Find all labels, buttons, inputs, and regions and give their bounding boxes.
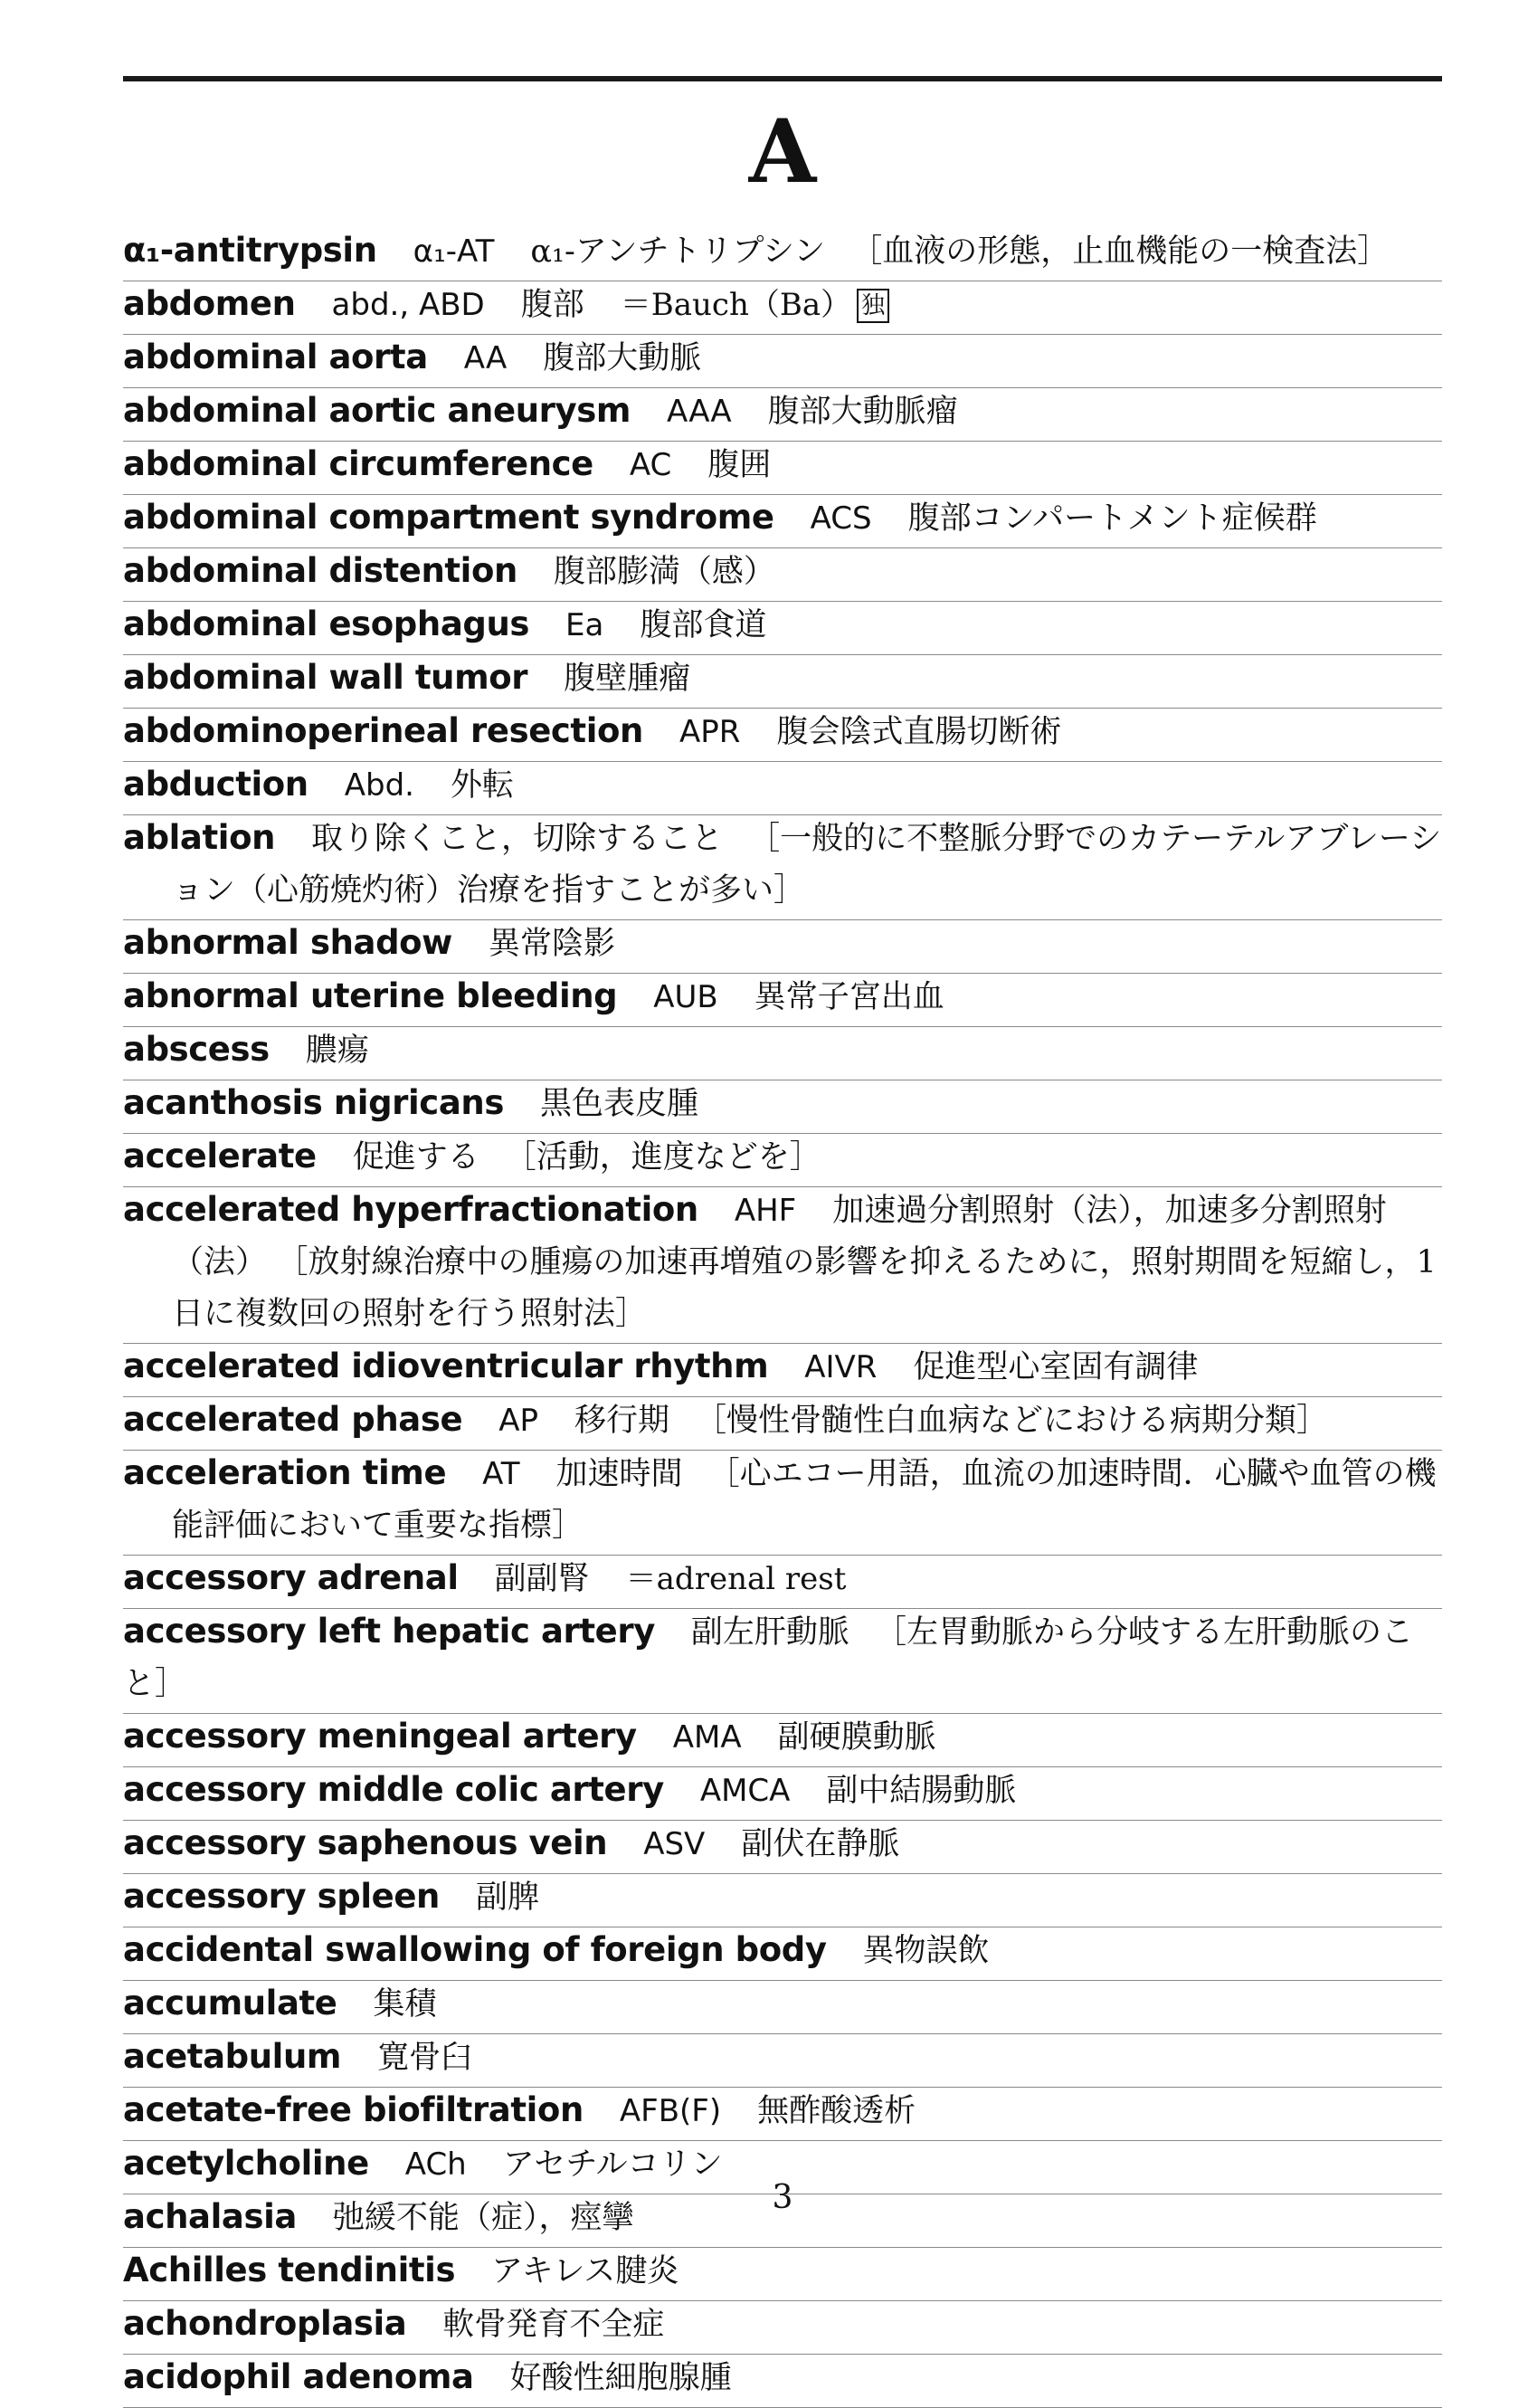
entry-term: accessory adrenal: [123, 1558, 459, 1597]
entry-term: acetate-free biofiltration: [123, 2090, 584, 2129]
entry-row: [123, 2301, 1442, 2355]
entry-note: ［放射線治療中の腫瘍の加速再増殖の影響を抑えるために，照射期間を短縮し，1日に複数回の照射を行う照射法］: [172, 1244, 1437, 1332]
entry-row: [123, 388, 1442, 442]
entry-abbreviation: Ea: [565, 607, 604, 643]
entry-term: α₁-antitrypsin: [123, 231, 377, 270]
entry-note: ［慢性骨髄性白血病などにおける病期分類］: [694, 1403, 1328, 1439]
entry-row: [123, 1134, 1442, 1187]
entry-row: [123, 2034, 1442, 2088]
entry-row: [123, 1981, 1442, 2034]
entry-japanese: 軟骨発育不全症: [442, 2307, 665, 2343]
entry-note: ［一般的に不整脈分野でのカテーテルアブレーション（心筋焼灼術）治療を指すことが多い］: [172, 821, 1442, 909]
entry-row: [123, 281, 1442, 335]
entry-abbreviation: AAA: [666, 394, 732, 430]
entry-japanese: 副伏在静脈: [741, 1826, 900, 1862]
entry-row: [123, 2248, 1442, 2301]
entry-abbreviation: AMA: [672, 1719, 742, 1756]
entry-japanese: 腹部大動脈: [543, 340, 702, 376]
entry-japanese: アセチルコリン: [502, 2146, 723, 2183]
entry-term: abdominal esophagus: [123, 604, 530, 643]
entry-japanese: 集積: [373, 1986, 437, 2023]
entry-japanese: 副左肝動脈: [690, 1614, 849, 1651]
entry-row: [123, 2355, 1442, 2408]
entry-row: [123, 1714, 1442, 1767]
entry-term: accessory spleen: [123, 1877, 440, 1916]
entry-japanese: 黒色表皮腫: [539, 1086, 698, 1122]
entry-row: [123, 1767, 1442, 1821]
entry-term: abdominal distention: [123, 551, 517, 590]
entry-abbreviation: Abd.: [344, 767, 414, 804]
entry-term: accelerated idioventricular rhythm: [123, 1347, 769, 1385]
entry-row: [123, 335, 1442, 388]
entry-term: acidophil adenoma: [123, 2357, 474, 2396]
entry-japanese: 外転: [450, 767, 514, 804]
entry-row: [123, 228, 1442, 281]
entry-japanese: 腹囲: [707, 447, 772, 483]
entry-term: ablation: [123, 818, 276, 857]
entry-row: [123, 1397, 1442, 1451]
entry-row: [123, 495, 1442, 548]
entry-abbreviation: AC: [629, 447, 672, 483]
entry-term: accessory meningeal artery: [123, 1717, 637, 1756]
entry-term: abscess: [123, 1030, 270, 1069]
entry-japanese: 腹部膨満（感）: [553, 554, 775, 590]
entry-term: accelerated hyperfractionation: [123, 1190, 698, 1229]
entry-japanese: 副中結腸動脈: [826, 1773, 1017, 1809]
entry-note: ［活動，進度などを］: [504, 1139, 821, 1175]
entry-japanese: 加速時間: [555, 1456, 683, 1492]
entry-term: accelerate: [123, 1137, 317, 1175]
entry-japanese: 腹部食道: [640, 607, 767, 643]
entry-row: [123, 815, 1442, 920]
entry-term: abduction: [123, 765, 308, 804]
entry-abbreviation: APR: [679, 714, 741, 750]
entry-term: acetylcholine: [123, 2144, 369, 2183]
entry-abbreviation: AP: [498, 1403, 538, 1439]
entry-term: accessory middle colic artery: [123, 1770, 664, 1809]
entry-row: [123, 709, 1442, 762]
entry-row: [123, 1609, 1442, 1714]
entry-term: abdominal wall tumor: [123, 658, 528, 697]
entry-list: [123, 228, 1442, 2408]
entry-japanese: 加速過分割照射（法），加速多分割照射（法）: [172, 1193, 1387, 1280]
entry-japanese: 促進型心室固有調律: [913, 1349, 1199, 1385]
entry-row: [123, 1027, 1442, 1080]
entry-row: [123, 655, 1442, 709]
entry-row: [123, 1556, 1442, 1609]
entry-term: abdominoperineal resection: [123, 711, 643, 750]
entry-japanese: 促進する: [352, 1139, 479, 1175]
entry-row: [123, 920, 1442, 974]
entry-term: acetabulum: [123, 2037, 342, 2076]
entry-japanese: 副脾: [475, 1880, 539, 1916]
entry-abbreviation: ACh: [404, 2146, 467, 2183]
entry-japanese: 腹部コンパートメント症候群: [907, 500, 1317, 537]
entry-term: acanthosis nigricans: [123, 1083, 504, 1122]
entry-term: Achilles tendinitis: [123, 2251, 456, 2289]
entry-note: ［血液の形態，止血機能の一検査法］: [850, 233, 1390, 270]
entry-japanese: 取り除くこと，切除すること: [311, 821, 724, 857]
page-number: 3: [772, 2179, 793, 2216]
entry-term: abnormal shadow: [123, 923, 452, 962]
entry-abbreviation: α₁-AT: [413, 233, 495, 270]
entry-japanese: 異常子宮出血: [754, 979, 944, 1015]
entry-japanese: 弛緩不能（症），痙攣: [332, 2200, 634, 2236]
entry-row: [123, 548, 1442, 602]
entry-row: [123, 1344, 1442, 1397]
entry-term: abdominal aorta: [123, 338, 428, 376]
entry-term: abdominal compartment syndrome: [123, 498, 774, 537]
entry-term: accumulate: [123, 1984, 337, 2023]
entry-term: accelerated phase: [123, 1400, 463, 1439]
entry-abbreviation: ACS: [810, 500, 872, 537]
entry-row: [123, 974, 1442, 1027]
entry-row: [123, 1187, 1442, 1344]
entry-japanese: 腹部: [520, 287, 584, 323]
entry-reference: ＝Bauch（Ba）: [620, 287, 852, 323]
entry-abbreviation: AIVR: [804, 1349, 878, 1385]
entry-row: [123, 762, 1442, 815]
entry-abbreviation: AMCA: [699, 1773, 791, 1809]
entry-abbreviation: AA: [463, 340, 508, 376]
entry-japanese: 副硬膜動脈: [777, 1719, 936, 1756]
entry-japanese: 腹部大動脈瘤: [767, 394, 958, 430]
entry-language-tag: 独: [857, 289, 889, 323]
top-rule: [123, 76, 1442, 81]
entry-note: ［左胃動脈から分岐する左肝動脈のこと］: [123, 1614, 1413, 1702]
entry-japanese: アキレス腱炎: [491, 2253, 679, 2289]
entry-japanese: 無酢酸透析: [757, 2093, 916, 2129]
entry-term: abdominal aortic aneurysm: [123, 391, 631, 430]
entry-row: [123, 1080, 1442, 1134]
entry-japanese: 副副腎: [494, 1561, 590, 1597]
entry-row: [123, 442, 1442, 495]
entry-term: accidental swallowing of foreign body: [123, 1930, 827, 1969]
entry-row: [123, 2088, 1442, 2141]
entry-row: [123, 1451, 1442, 1556]
entry-row: [123, 1821, 1442, 1874]
entry-japanese: 好酸性細胞腺腫: [509, 2360, 732, 2396]
entry-japanese: 腹壁腫瘤: [564, 661, 691, 697]
entry-term: abdomen: [123, 284, 296, 323]
entry-row: [123, 602, 1442, 655]
entry-term: achalasia: [123, 2197, 297, 2236]
entry-japanese: 異物誤飲: [862, 1933, 990, 1969]
entry-note: ［心エコー用語，血流の加速時間．心臓や血管の機能評価において重要な指標］: [172, 1456, 1437, 1544]
entry-row: [123, 1874, 1442, 1927]
entry-japanese: 寛骨臼: [377, 2040, 473, 2076]
entry-row: [123, 1927, 1442, 1981]
entry-abbreviation: ASV: [643, 1826, 706, 1862]
entry-term: accessory saphenous vein: [123, 1823, 608, 1862]
entry-japanese: 腹会陰式直腸切断術: [776, 714, 1062, 750]
entry-term: achondroplasia: [123, 2304, 407, 2343]
section-letter: A: [748, 100, 817, 203]
entry-term: abnormal uterine bleeding: [123, 976, 618, 1015]
entry-japanese: 移行期: [574, 1403, 669, 1439]
entry-abbreviation: AHF: [734, 1193, 797, 1229]
entry-abbreviation: AFB(F): [619, 2093, 722, 2129]
entry-abbreviation: AUB: [653, 979, 718, 1015]
entry-abbreviation: abd., ABD: [331, 287, 485, 323]
entry-reference: ＝adrenal rest: [625, 1561, 847, 1597]
entry-japanese: 異常陰影: [488, 926, 615, 962]
entry-japanese: α₁-アンチトリプシン: [530, 233, 826, 270]
entry-abbreviation: AT: [482, 1456, 520, 1492]
entry-term: accessory left hepatic artery: [123, 1612, 655, 1651]
entry-japanese: 膿瘍: [305, 1033, 369, 1069]
entry-term: acceleration time: [123, 1453, 447, 1492]
entry-term: abdominal circumference: [123, 444, 593, 483]
